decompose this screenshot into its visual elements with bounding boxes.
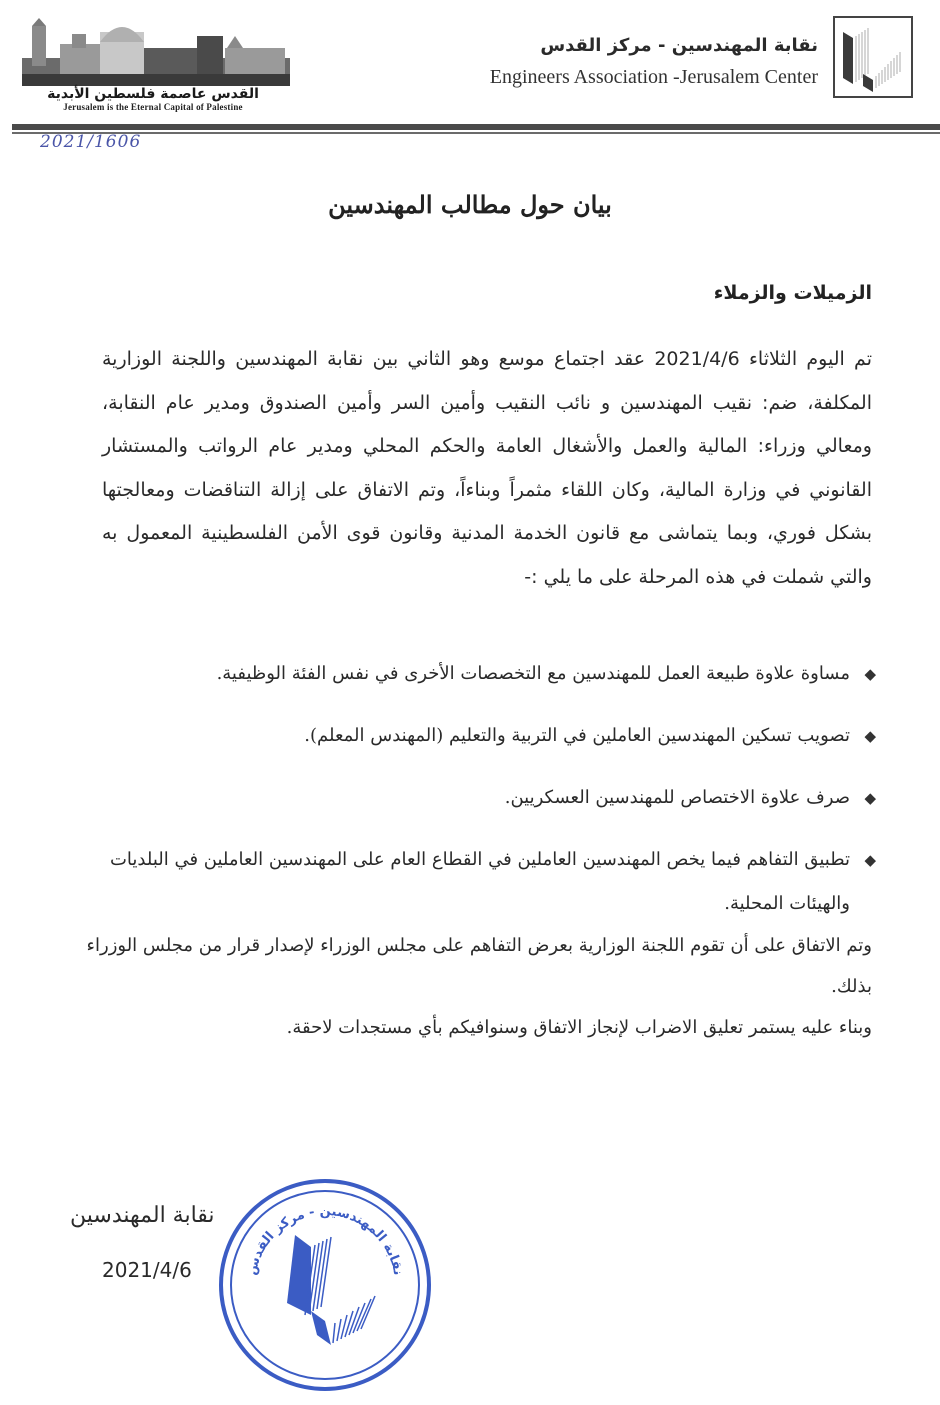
closing-paragraph-strike: وبناء عليه يستمر تعليق الاضراب لإنجاز الاتفاق وسنوافيكم بأي مستجدات لاحقة. <box>286 1017 872 1038</box>
jerusalem-skyline-image <box>22 18 290 86</box>
header-divider-thin <box>12 132 940 134</box>
signature-name: نقابة المهندسين <box>70 1203 215 1228</box>
svg-text:نقابة المهندسين - مركز القدس <box>244 1204 405 1277</box>
list-item <box>46 714 876 758</box>
organization-name-english: Engineers Association -Jerusalem Center <box>489 66 818 88</box>
document-title: بيان حول مطالب المهندسين <box>328 190 612 219</box>
diamond-bullet-icon: ◆ <box>864 727 876 745</box>
handwritten-reference-number: 2021/1606 <box>40 132 142 152</box>
stamp-logo-icon <box>287 1235 375 1345</box>
diamond-bullet-icon: ◆ <box>864 851 876 869</box>
list-item <box>46 776 876 820</box>
intro-paragraph: تم اليوم الثلاثاء 2021/4/6 عقد اجتماع موسع وهو الثاني بين نقابة المهندسين واللجنة الوزارية المكلفة، ضم: نقيب المهندسين و نائب النقيب وأمين السر وأمين الصندوق ومدير عام النقابة، ومعالي وزراء: المالية والعمل والأشغال العامة والحكم المحلي ومدير عام الرواتب والمستشار القانوني في وزارة المالية، وكان اللقاء مثمراً وبناءاً، وتم الاتفاق على إزالة التناقضات ومعالجتها بشكل فوري، وبما يتماشى مع قانون الخدمة المدنية وقانون قوى الأمن الفلسطينية المعمول به والتي شملت في هذه المرحلة على ما يلي :- <box>102 348 872 588</box>
banner-english-slogan: Jerusalem is the Eternal Capital of Palestine <box>63 102 243 112</box>
list-item <box>46 838 876 926</box>
signature-date: 2021/4/6 <box>102 1258 192 1282</box>
stamp-text: نقابة المهندسين - مركز القدس <box>244 1203 406 1277</box>
official-stamp <box>215 1175 435 1395</box>
list-item-text: مساوة علاوة طبيعة العمل للمهندسين مع التخصصات الأخرى في نفس الفئة الوظيفية. <box>216 663 850 684</box>
list-item-text: صرف علاوة الاختصاص للمهندسين العسكريين. <box>504 787 850 808</box>
logo-mark-icon <box>835 18 911 96</box>
closing-paragraph-agreement: وتم الاتفاق على أن تقوم اللجنة الوزارية بعرض التفاهم على مجلس الوزراء لإصدار قرار من مجلس الوزراء بذلك. <box>86 935 872 997</box>
banner-arabic-slogan: القدس عاصمة فلسطين الأبدية <box>47 86 259 102</box>
closing-section <box>72 925 872 1048</box>
list-item-text: تطبيق التفاهم فيما يخص المهندسين العاملين في القطاع العام على المهندسين العاملين في البلديات والهيئات المحلية. <box>109 849 850 914</box>
diamond-bullet-icon: ◆ <box>864 665 876 683</box>
demands-list <box>46 652 876 944</box>
diamond-bullet-icon: ◆ <box>864 789 876 807</box>
header-divider-thick <box>12 124 940 130</box>
list-item-text: تصويب تسكين المهندسين العاملين في التربية والتعليم (المهندس المعلم). <box>304 725 850 746</box>
list-item <box>46 652 876 696</box>
engineers-association-logo <box>833 16 913 98</box>
greeting: الزميلات والزملاء <box>713 282 872 304</box>
organization-name-arabic: نقابة المهندسين - مركز القدس <box>540 35 818 56</box>
